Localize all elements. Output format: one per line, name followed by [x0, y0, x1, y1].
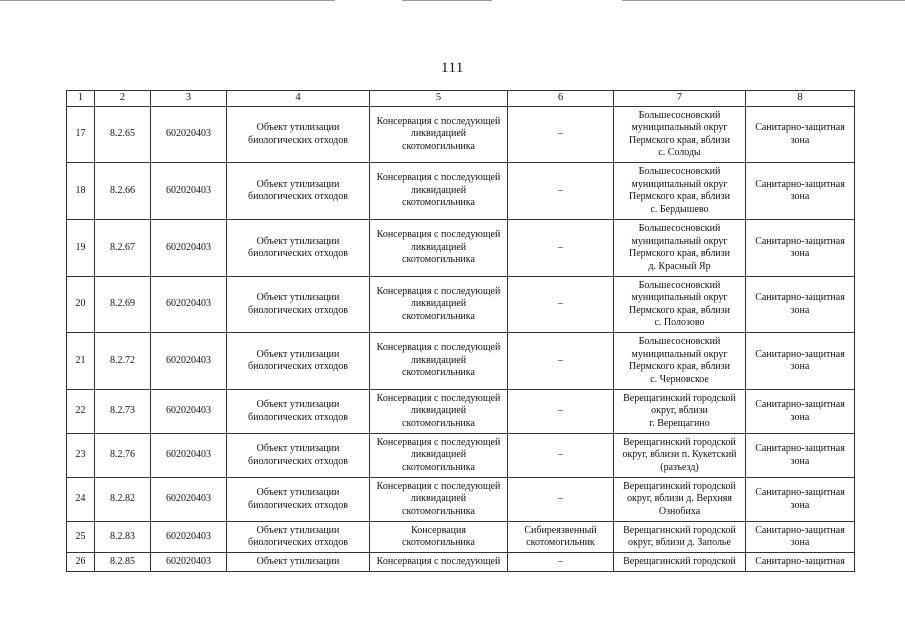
location-cell: Верещагинский городской округ, вблизи г. Верещагино [614, 390, 746, 434]
fkko-cell: 602020403 [151, 277, 227, 333]
table-row [67, 390, 855, 434]
table-row [67, 478, 855, 522]
table-row [67, 220, 855, 277]
row-number-cell: 24 [67, 478, 95, 522]
zone-cell: Санитарно-защитная зона [746, 163, 855, 220]
measure-cell: Консервация скотомогильника [370, 522, 508, 553]
name-cell: – [508, 107, 614, 163]
fkko-cell: 602020403 [151, 478, 227, 522]
location-cell: Верещагинский городской округ, вблизи п. Кукетский (разъезд) [614, 434, 746, 478]
location-cell: Верещагинский городской [614, 553, 746, 572]
table-row [67, 553, 855, 572]
fkko-cell: 602020403 [151, 220, 227, 277]
location-cell: Большесосновский муниципальный округ Пермского края, вблизи с. Солоды [614, 107, 746, 163]
column-header-4: 4 [227, 91, 370, 107]
location-cell: Верещагинский городской округ, вблизи д. Заполье [614, 522, 746, 553]
code-cell: 8.2.69 [95, 277, 151, 333]
object-cell: Объект утилизации биологических отходов [227, 478, 370, 522]
zone-cell: Санитарно-защитная зона [746, 478, 855, 522]
table-row [67, 333, 855, 390]
location-cell: Большесосновский муниципальный округ Пермского края, вблизи с. Полозово [614, 277, 746, 333]
name-cell: – [508, 434, 614, 478]
table-row [67, 434, 855, 478]
fkko-cell: 602020403 [151, 522, 227, 553]
zone-cell: Санитарно-защитная зона [746, 220, 855, 277]
column-header-6: 6 [508, 91, 614, 107]
measure-cell: Консервация с последующей ликвидацией скотомогильника [370, 107, 508, 163]
object-cell: Объект утилизации биологических отходов [227, 333, 370, 390]
measure-cell: Консервация с последующей ликвидацией скотомогильника [370, 220, 508, 277]
object-cell: Объект утилизации биологических отходов [227, 107, 370, 163]
name-cell: – [508, 220, 614, 277]
fkko-cell: 602020403 [151, 553, 227, 572]
zone-cell: Санитарно-защитная зона [746, 333, 855, 390]
code-cell: 8.2.65 [95, 107, 151, 163]
column-header-2: 2 [95, 91, 151, 107]
measure-cell: Консервация с последующей ликвидацией скотомогильника [370, 277, 508, 333]
name-cell: – [508, 277, 614, 333]
table-row [67, 163, 855, 220]
measure-cell: Консервация с последующей ликвидацией скотомогильника [370, 163, 508, 220]
row-number-cell: 18 [67, 163, 95, 220]
object-cell: Объект утилизации биологических отходов [227, 390, 370, 434]
location-cell: Большесосновский муниципальный округ Пермского края, вблизи с. Бердышево [614, 163, 746, 220]
code-cell: 8.2.83 [95, 522, 151, 553]
row-number-cell: 23 [67, 434, 95, 478]
row-number-cell: 20 [67, 277, 95, 333]
scan-edge-line-right [622, 0, 905, 1]
measure-cell: Консервация с последующей [370, 553, 508, 572]
column-header-5: 5 [370, 91, 508, 107]
row-number-cell: 17 [67, 107, 95, 163]
zone-cell: Санитарно-защитная зона [746, 522, 855, 553]
table-row [67, 522, 855, 553]
fkko-cell: 602020403 [151, 434, 227, 478]
page-number: 111 [441, 60, 464, 76]
code-cell: 8.2.82 [95, 478, 151, 522]
row-number-cell: 21 [67, 333, 95, 390]
name-cell: – [508, 390, 614, 434]
location-cell: Большесосновский муниципальный округ Пермского края, вблизи с. Черновское [614, 333, 746, 390]
code-cell: 8.2.72 [95, 333, 151, 390]
fkko-cell: 602020403 [151, 390, 227, 434]
object-cell: Объект утилизации биологических отходов [227, 522, 370, 553]
object-cell: Объект утилизации [227, 553, 370, 572]
measure-cell: Консервация с последующей ликвидацией скотомогильника [370, 434, 508, 478]
row-number-cell: 25 [67, 522, 95, 553]
name-cell: – [508, 163, 614, 220]
table-row [67, 107, 855, 163]
object-cell: Объект утилизации биологических отходов [227, 434, 370, 478]
zone-cell: Санитарно-защитная зона [746, 434, 855, 478]
code-cell: 8.2.73 [95, 390, 151, 434]
column-header-7: 7 [614, 91, 746, 107]
registry-table [66, 90, 855, 572]
fkko-cell: 602020403 [151, 107, 227, 163]
row-number-cell: 19 [67, 220, 95, 277]
measure-cell: Консервация с последующей ликвидацией скотомогильника [370, 333, 508, 390]
fkko-cell: 602020403 [151, 333, 227, 390]
object-cell: Объект утилизации биологических отходов [227, 220, 370, 277]
zone-cell: Санитарно-защитная зона [746, 390, 855, 434]
column-header-8: 8 [746, 91, 855, 107]
column-header-1: 1 [67, 91, 95, 107]
zone-cell: Санитарно-защитная зона [746, 277, 855, 333]
location-cell: Верещагинский городской округ, вблизи д. Верхняя Ознобиха [614, 478, 746, 522]
object-cell: Объект утилизации биологических отходов [227, 277, 370, 333]
scan-edge-line-left [0, 0, 335, 1]
code-cell: 8.2.76 [95, 434, 151, 478]
zone-cell: Санитарно-защитная зона [746, 107, 855, 163]
name-cell: – [508, 478, 614, 522]
table-row [67, 277, 855, 333]
column-header-3: 3 [151, 91, 227, 107]
scan-edge-line-middle [402, 0, 492, 1]
name-cell: – [508, 333, 614, 390]
code-cell: 8.2.85 [95, 553, 151, 572]
name-cell: – [508, 553, 614, 572]
measure-cell: Консервация с последующей ликвидацией скотомогильника [370, 478, 508, 522]
code-cell: 8.2.66 [95, 163, 151, 220]
measure-cell: Консервация с последующей ликвидацией скотомогильника [370, 390, 508, 434]
object-cell: Объект утилизации биологических отходов [227, 163, 370, 220]
row-number-cell: 26 [67, 553, 95, 572]
table-header-row [67, 91, 855, 107]
name-cell: Сибиреязвенный скотомогильник [508, 522, 614, 553]
fkko-cell: 602020403 [151, 163, 227, 220]
code-cell: 8.2.67 [95, 220, 151, 277]
row-number-cell: 22 [67, 390, 95, 434]
zone-cell: Санитарно-защитная [746, 553, 855, 572]
location-cell: Большесосновский муниципальный округ Пермского края, вблизи д. Красный Яр [614, 220, 746, 277]
